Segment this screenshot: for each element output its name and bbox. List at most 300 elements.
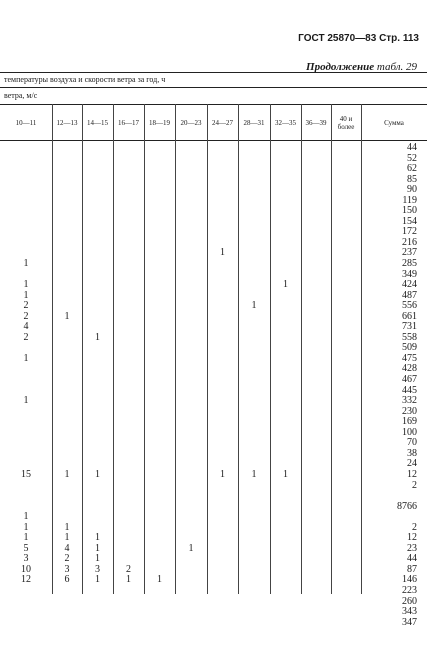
table-cell bbox=[0, 375, 52, 386]
table-cell bbox=[270, 449, 301, 460]
table-cell bbox=[144, 343, 175, 354]
table-caption-rule bbox=[0, 87, 427, 88]
table-cell bbox=[270, 428, 301, 439]
table-cell: 424 bbox=[402, 279, 417, 291]
column-28-31 bbox=[238, 143, 270, 586]
table-cell bbox=[238, 206, 270, 217]
table-cell bbox=[207, 301, 238, 312]
table-cell bbox=[0, 491, 52, 502]
table-cell bbox=[270, 575, 301, 586]
table-cell: 285 bbox=[402, 258, 417, 270]
table-cell bbox=[0, 206, 52, 217]
table-cell bbox=[270, 154, 301, 165]
table-cell bbox=[113, 227, 144, 238]
table-cell bbox=[82, 407, 113, 418]
table-cell: 1 bbox=[23, 532, 29, 544]
table-cell bbox=[238, 533, 270, 544]
table-cell: 731 bbox=[402, 321, 417, 333]
table-cell bbox=[144, 196, 175, 207]
table-cell bbox=[175, 280, 207, 291]
table-cell bbox=[270, 512, 301, 523]
table-cell bbox=[175, 248, 207, 259]
column-12-13 bbox=[52, 143, 82, 586]
col-header-10-11: 10—11 bbox=[15, 119, 37, 127]
table-cell bbox=[113, 154, 144, 165]
table-cell bbox=[82, 217, 113, 228]
table-cell: 343 bbox=[402, 606, 417, 618]
table-cell bbox=[175, 291, 207, 302]
table-cell bbox=[175, 238, 207, 249]
table-cell: 90 bbox=[407, 184, 417, 196]
table-cell bbox=[113, 481, 144, 492]
table-cell bbox=[113, 407, 144, 418]
table-cell bbox=[270, 386, 301, 397]
table-cell: 15 bbox=[21, 468, 31, 480]
table-cell bbox=[52, 248, 82, 259]
table-cell: 1 bbox=[283, 468, 288, 480]
table-cell bbox=[207, 481, 238, 492]
table-cell bbox=[175, 164, 207, 175]
table-cell bbox=[144, 375, 175, 386]
table-cell: 2 bbox=[23, 310, 29, 322]
table-cell bbox=[0, 217, 52, 228]
table-cell bbox=[238, 449, 270, 460]
table-cell bbox=[238, 259, 270, 270]
table-cell bbox=[0, 154, 52, 165]
table-cell bbox=[207, 407, 238, 418]
table-cell bbox=[113, 185, 144, 196]
table-cell bbox=[238, 185, 270, 196]
table-cell bbox=[82, 206, 113, 217]
table-cell bbox=[144, 438, 175, 449]
table-cell: 52 bbox=[407, 152, 417, 164]
table-cell bbox=[0, 364, 52, 375]
table-cell: 8766 bbox=[397, 500, 417, 512]
table-cell bbox=[144, 175, 175, 186]
table-cell bbox=[144, 449, 175, 460]
table-cell bbox=[82, 227, 113, 238]
table-cell bbox=[238, 407, 270, 418]
table-cell bbox=[270, 565, 301, 576]
table-cell bbox=[207, 533, 238, 544]
table-cell: 349 bbox=[402, 268, 417, 280]
table-cell bbox=[113, 375, 144, 386]
table-cell: 62 bbox=[407, 163, 417, 175]
table-cell bbox=[82, 312, 113, 323]
table-cell bbox=[207, 386, 238, 397]
table-cell bbox=[207, 575, 238, 586]
table-cell bbox=[82, 175, 113, 186]
table-cell bbox=[270, 491, 301, 502]
table-cell bbox=[82, 154, 113, 165]
table-cell bbox=[0, 481, 52, 492]
table-cell bbox=[270, 364, 301, 375]
table-cell bbox=[270, 248, 301, 259]
table-cell bbox=[270, 407, 301, 418]
table-cell: 1 bbox=[64, 468, 70, 480]
table-cell bbox=[82, 512, 113, 523]
table-cell bbox=[0, 196, 52, 207]
col-header-24-27: 24—27 bbox=[212, 119, 233, 127]
table-cell bbox=[52, 333, 82, 344]
table-cell bbox=[113, 470, 144, 481]
table-cell bbox=[207, 343, 238, 354]
table-cell: 1 bbox=[95, 553, 100, 565]
table-cell bbox=[175, 481, 207, 492]
table-cell bbox=[207, 449, 238, 460]
table-cell bbox=[113, 333, 144, 344]
table-cell bbox=[52, 417, 82, 428]
table-cell bbox=[270, 238, 301, 249]
table-cell: 428 bbox=[402, 363, 417, 375]
table-cell bbox=[361, 491, 417, 502]
table-cell bbox=[270, 502, 301, 513]
table-cell bbox=[52, 364, 82, 375]
table-cell bbox=[207, 417, 238, 428]
caption-temperature-wind: температуры воздуха и скорости ветра за год, ч bbox=[4, 75, 166, 84]
col-header-36-39: 36—39 bbox=[305, 119, 327, 127]
table-cell: 216 bbox=[402, 236, 417, 248]
table-cell bbox=[82, 428, 113, 439]
table-cell bbox=[52, 238, 82, 249]
table-cell: 1 bbox=[220, 247, 225, 259]
table-cell bbox=[144, 364, 175, 375]
table-cell bbox=[175, 322, 207, 333]
table-cell bbox=[175, 428, 207, 439]
table-cell bbox=[270, 227, 301, 238]
table-cell bbox=[144, 206, 175, 217]
table-cell bbox=[82, 417, 113, 428]
table-cell bbox=[175, 554, 207, 565]
table-cell bbox=[238, 491, 270, 502]
table-cell: 1 bbox=[23, 258, 29, 270]
table-cell: 487 bbox=[402, 289, 417, 301]
table-cell bbox=[238, 417, 270, 428]
table-cell: 509 bbox=[402, 342, 417, 354]
table-cell bbox=[113, 386, 144, 397]
table-cell bbox=[175, 143, 207, 154]
table-cell: 1 bbox=[23, 511, 29, 523]
table-cell: 172 bbox=[402, 226, 417, 238]
table-cell: 332 bbox=[402, 395, 417, 407]
table-cell bbox=[82, 196, 113, 207]
table-cell: 1 bbox=[283, 279, 288, 291]
table-cell bbox=[0, 428, 52, 439]
table-cell bbox=[270, 301, 301, 312]
table-cell bbox=[52, 354, 82, 365]
table-cell: 237 bbox=[402, 247, 417, 259]
table-cell: 1 bbox=[23, 521, 29, 533]
table-cell bbox=[52, 227, 82, 238]
col-header-40-plus: 40 и более bbox=[337, 115, 355, 131]
table-cell bbox=[175, 354, 207, 365]
table-cell bbox=[82, 481, 113, 492]
table-cell bbox=[82, 238, 113, 249]
table-cell bbox=[238, 248, 270, 259]
table-cell: 661 bbox=[402, 310, 417, 322]
table-cell bbox=[238, 502, 270, 513]
table-cell bbox=[144, 491, 175, 502]
table-cell bbox=[113, 417, 144, 428]
table-cell bbox=[207, 491, 238, 502]
table-cell bbox=[238, 575, 270, 586]
table-cell bbox=[52, 322, 82, 333]
table-cell bbox=[238, 312, 270, 323]
table-cell bbox=[238, 386, 270, 397]
table-cell: 5 bbox=[23, 542, 29, 554]
table-cell bbox=[238, 154, 270, 165]
table-cell bbox=[207, 322, 238, 333]
table-cell bbox=[175, 417, 207, 428]
table-cell bbox=[238, 175, 270, 186]
table-cell: 1 bbox=[95, 331, 100, 343]
table-cell bbox=[52, 396, 82, 407]
table-cell: 87 bbox=[407, 563, 417, 575]
table-cell: 24 bbox=[407, 458, 417, 470]
table-cell bbox=[113, 512, 144, 523]
table-cell bbox=[82, 491, 113, 502]
table-cell: 223 bbox=[402, 584, 417, 596]
table-cell: 1 bbox=[64, 532, 70, 544]
table-cell bbox=[270, 143, 301, 154]
table-cell bbox=[144, 270, 175, 281]
table-cell: 1 bbox=[64, 521, 70, 533]
table-cell: 2 bbox=[126, 563, 131, 575]
table-cell bbox=[144, 428, 175, 439]
table-cell bbox=[144, 333, 175, 344]
table-cell bbox=[82, 449, 113, 460]
table-subheader-rule bbox=[0, 104, 427, 105]
table-cell bbox=[238, 164, 270, 175]
table-cell bbox=[175, 375, 207, 386]
table-cell bbox=[82, 280, 113, 291]
table-cell: 445 bbox=[402, 384, 417, 396]
table-cell bbox=[175, 523, 207, 534]
page-number: 113 bbox=[402, 33, 419, 44]
table-cell bbox=[52, 154, 82, 165]
table-cell bbox=[113, 270, 144, 281]
table-cell bbox=[270, 396, 301, 407]
column-18-19 bbox=[144, 143, 175, 586]
table-cell: 38 bbox=[407, 447, 417, 459]
table-cell bbox=[207, 280, 238, 291]
table-cell bbox=[175, 301, 207, 312]
table-cell bbox=[113, 280, 144, 291]
table-cell bbox=[82, 438, 113, 449]
table-cell bbox=[175, 459, 207, 470]
table-cell bbox=[238, 375, 270, 386]
caption-wind-speed: ветра, м/с bbox=[4, 91, 38, 100]
table-cell bbox=[207, 164, 238, 175]
table-cell bbox=[207, 196, 238, 207]
table-cell bbox=[175, 575, 207, 586]
table-cell bbox=[270, 533, 301, 544]
table-cell bbox=[238, 354, 270, 365]
table-cell bbox=[144, 502, 175, 513]
table-cell bbox=[270, 438, 301, 449]
table-cell bbox=[113, 459, 144, 470]
table-cell bbox=[207, 206, 238, 217]
table-cell bbox=[52, 428, 82, 439]
table-cell: 2 bbox=[23, 331, 29, 343]
table-cell bbox=[113, 217, 144, 228]
table-cell: 1 bbox=[126, 574, 131, 586]
col-header-32-35: 32—35 bbox=[275, 119, 296, 127]
table-cell bbox=[207, 544, 238, 555]
table-cell bbox=[175, 217, 207, 228]
table-cell bbox=[144, 396, 175, 407]
col-header-20-23: 20—23 bbox=[180, 119, 202, 127]
table-cell bbox=[144, 259, 175, 270]
page-label: Стр. bbox=[379, 33, 401, 44]
table-cell bbox=[82, 291, 113, 302]
table-cell bbox=[52, 206, 82, 217]
table-cell bbox=[144, 322, 175, 333]
table-cell bbox=[144, 291, 175, 302]
table-cell bbox=[144, 217, 175, 228]
table-cell: 150 bbox=[402, 205, 417, 217]
table-cell bbox=[144, 227, 175, 238]
table-cell bbox=[113, 206, 144, 217]
table-cell: 1 bbox=[95, 574, 100, 586]
table-cell bbox=[52, 481, 82, 492]
table-cell bbox=[113, 449, 144, 460]
col-header-18-19: 18—19 bbox=[149, 119, 170, 127]
column-32-35 bbox=[270, 143, 301, 586]
table-header-rule bbox=[0, 140, 427, 141]
table-cell bbox=[175, 565, 207, 576]
table-cell: 12 bbox=[21, 574, 31, 586]
table-cell: 44 bbox=[407, 553, 417, 565]
table-cell bbox=[238, 428, 270, 439]
table-cell: 230 bbox=[402, 405, 417, 417]
table-cell bbox=[0, 407, 52, 418]
table-cell bbox=[52, 164, 82, 175]
table-cell bbox=[82, 143, 113, 154]
table-cell bbox=[238, 364, 270, 375]
table-cell bbox=[0, 185, 52, 196]
table-cell: 1 bbox=[188, 542, 194, 554]
table-cell bbox=[0, 143, 52, 154]
table-cell bbox=[144, 407, 175, 418]
table-cell bbox=[144, 280, 175, 291]
table-cell: 169 bbox=[402, 416, 417, 428]
table-cell bbox=[144, 554, 175, 565]
table-cell bbox=[113, 523, 144, 534]
table-cell bbox=[207, 217, 238, 228]
table-cell bbox=[52, 270, 82, 281]
table-cell: 467 bbox=[402, 374, 417, 386]
table-cell bbox=[0, 417, 52, 428]
table-cell: 1 bbox=[220, 468, 225, 480]
table-cell bbox=[270, 375, 301, 386]
table-cell bbox=[144, 354, 175, 365]
table-cell bbox=[270, 175, 301, 186]
table-cell bbox=[270, 312, 301, 323]
table-cell bbox=[175, 491, 207, 502]
table-cell: 12 bbox=[407, 468, 417, 480]
table-cell: 2 bbox=[412, 521, 417, 533]
table-cell bbox=[270, 343, 301, 354]
table-cell bbox=[207, 175, 238, 186]
table-top-rule bbox=[0, 72, 427, 73]
table-cell bbox=[144, 238, 175, 249]
table-cell bbox=[207, 512, 238, 523]
table-cell bbox=[82, 248, 113, 259]
table-cell bbox=[207, 354, 238, 365]
table-cell bbox=[207, 312, 238, 323]
table-cell: 1 bbox=[23, 289, 29, 301]
table-cell bbox=[144, 512, 175, 523]
table-cell bbox=[0, 164, 52, 175]
table-cell bbox=[144, 154, 175, 165]
table-number: табл. 29 bbox=[376, 61, 417, 73]
table-cell: 3 bbox=[64, 563, 70, 575]
table-cell bbox=[82, 396, 113, 407]
table-cell: 100 bbox=[402, 426, 417, 438]
table-cell bbox=[52, 375, 82, 386]
table-cell bbox=[82, 270, 113, 281]
table-cell: 2 bbox=[64, 553, 70, 565]
table-cell bbox=[52, 175, 82, 186]
table-cell bbox=[52, 491, 82, 502]
table-cell bbox=[175, 470, 207, 481]
table-cell bbox=[175, 364, 207, 375]
table-cell bbox=[270, 196, 301, 207]
table-cell bbox=[270, 544, 301, 555]
table-cell: 119 bbox=[402, 194, 417, 206]
table-cell bbox=[207, 396, 238, 407]
col-header-12-13: 12—13 bbox=[56, 119, 78, 127]
table-cell bbox=[238, 396, 270, 407]
table-cell: 1 bbox=[251, 468, 257, 480]
table-cell bbox=[175, 175, 207, 186]
table-cell bbox=[113, 238, 144, 249]
table-cell bbox=[270, 185, 301, 196]
column-16-17 bbox=[113, 143, 144, 586]
table-cell bbox=[144, 417, 175, 428]
table-cell bbox=[144, 470, 175, 481]
table-cell: 347 bbox=[402, 616, 417, 628]
table-cell: 558 bbox=[402, 331, 417, 343]
table-cell bbox=[113, 291, 144, 302]
table-cell bbox=[0, 238, 52, 249]
table-cell: 10 bbox=[21, 563, 31, 575]
table-cell: 3 bbox=[95, 563, 100, 575]
table-cell bbox=[113, 396, 144, 407]
table-cell bbox=[144, 386, 175, 397]
table-cell bbox=[207, 438, 238, 449]
table-cell bbox=[207, 291, 238, 302]
table-cell bbox=[238, 217, 270, 228]
table-cell: 12 bbox=[407, 532, 417, 544]
table-cell bbox=[52, 343, 82, 354]
table-cell bbox=[113, 491, 144, 502]
table-cell bbox=[270, 417, 301, 428]
table-cell bbox=[207, 185, 238, 196]
table-cell bbox=[207, 554, 238, 565]
table-cell bbox=[207, 565, 238, 576]
table-cell bbox=[175, 438, 207, 449]
table-cell bbox=[270, 554, 301, 565]
table-cell bbox=[82, 343, 113, 354]
table-cell bbox=[238, 544, 270, 555]
column-10-11 bbox=[0, 143, 52, 586]
column-20-23 bbox=[175, 143, 207, 586]
table-cell: 475 bbox=[402, 352, 417, 364]
table-cell bbox=[175, 185, 207, 196]
table-cell: 4 bbox=[64, 542, 70, 554]
